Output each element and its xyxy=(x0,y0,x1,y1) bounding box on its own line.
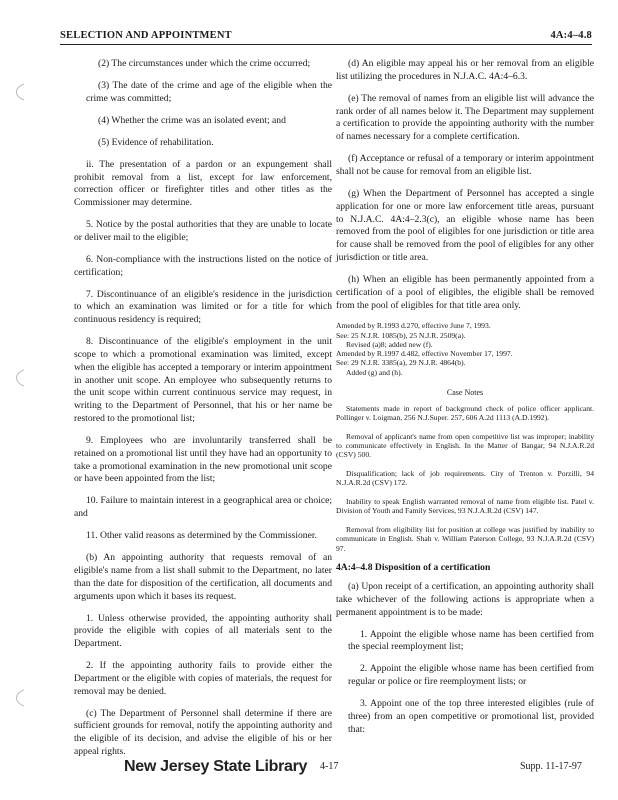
paragraph: (5) Evidence of rehabilitation. xyxy=(98,136,214,148)
paragraph: (4) Whether the crime was an isolated event; and xyxy=(98,114,286,126)
running-header xyxy=(60,30,592,45)
paragraph: (b) An appointing authority that requests removal of an eligible's name from a list shall submit to the Department, no later than the date for disposition of the certification, all documents and arguments upon which it bases its request. xyxy=(74,552,332,602)
paragraph: 1. Unless otherwise provided, the appointing authority shall provide the eligible with copies of all materials sent to the Department. xyxy=(74,612,332,650)
paragraph: (g) When the Department of Personnel has accepted a single application for one or more law enforcement title areas, pursuant to N.J.A.C. 4A:4–2.3(c), an eligible whose name has been removed from the pool of eligibles for one jurisdiction or title area for cause shall be removed from the pool of eligibles for any other jurisdiction or title area. xyxy=(336,187,594,263)
page-footer xyxy=(0,758,618,788)
history-line: Amended by R.1993 d.270, effective June 7, 1993. xyxy=(336,321,491,331)
history-line: Revised (a)8; added new (f). xyxy=(346,339,433,349)
paragraph: 9. Employees who are involuntarily transferred shall be retained on a promotional list until they have had an opportunity to take a promotional examination in the new promotional unit scope or have been appointed from the list; xyxy=(74,435,332,485)
library-stamp: New Jersey State Library xyxy=(124,758,308,775)
amendment-history xyxy=(336,321,594,376)
paragraph: 2. Appoint the eligible whose name has been certified from regular or police or fire reemployment lists; or xyxy=(348,663,594,688)
history-line: Added (g) and (h). xyxy=(346,367,403,377)
paragraph: (d) An eligible may appeal his or her removal from an eligible list utilizing the procedures in N.J.A.C. 4A:4–6.3. xyxy=(336,58,594,82)
paragraph: 5. Notice by the postal authorities that they are unable to locate or deliver mail to the eligible; xyxy=(74,219,332,243)
paragraph: ii. The presentation of a pardon or an expungement shall prohibit removal from a list, except for law enforcement, correction officer or firefighter titles and other titles as the Commissioner may determine. xyxy=(74,158,332,209)
hole-punch-mark-icon xyxy=(8,368,28,388)
header-title: SELECTION AND APPOINTMENT xyxy=(60,30,232,41)
paragraph: 3. Appoint one of the top three interested eligibles (rule of three) from an open competitive or promotional list, provided that: xyxy=(348,698,594,735)
paragraph: (a) Upon receipt of a certification, an appointing authority shall take whichever of the following actions is appropriate when a permanent appointment is to be made: xyxy=(336,581,594,618)
paragraph: (h) When an eligible has been permanently appointed from a certification of a pool of eligibles, the eligible shall be removed from the pool of eligibles for that title area only. xyxy=(336,273,594,311)
supplement-date: Supp. 11-17-97 xyxy=(520,761,582,772)
paragraph: 8. Discontinuance of the eligible's employment in the unit scope to which a promotional examination was limited, except when the eligible has accepted a temporary or interim appointment in another unit scope. An employee who subsequently returns to the unit scope within current continuous service may request, in writing to the Department of Personnel, that his or her name be restored to the promotional list; xyxy=(74,336,332,425)
paragraph: 11. Other valid reasons as determined by the Commissioner. xyxy=(86,530,317,542)
case-notes-heading: Case Notes xyxy=(446,387,484,397)
right-column xyxy=(336,58,594,746)
paragraph: 6. Non-compliance with the instructions listed on the notice of certification; xyxy=(74,253,332,278)
case-note: Statements made in report of background check of police officer applicant. Pollinger v. Loigman, 256 N.J.Super. 257, 606 A.2d 1113 (A.D.1992). xyxy=(336,403,594,422)
case-note: Inability to speak English warranted removal of name from eligible list. Patel v. Division of Youth and Family Services, 93 N.J.A.R.2d (CSV) 147. xyxy=(336,496,594,516)
paragraph: 2. If the appointing authority fails to provide either the Department or the eligible with copies of materials, the request for removal may be denied. xyxy=(74,660,332,697)
paragraph: 7. Discontinuance of an eligible's residence in the jurisdiction to which an examination was limited or for a title for which continuous residency is required; xyxy=(74,288,332,326)
paragraph: (e) The removal of names from an eligible list will advance the rank order of all names below it. The Department may supplement a certification to provide the appointing authority with the number of names necessary for a complete certification. xyxy=(336,92,594,143)
header-section: 4A:4–4.8 xyxy=(550,30,592,41)
paragraph: 1. Appoint the eligible whose name has been certified from the special reemployment list; xyxy=(348,628,594,653)
case-note: Removal of applicant's name from open competitive list was improper; inability to communicate effectively in English. In the Matter of Bangar, 94 N.J.A.R.2d (CSV) 500. xyxy=(336,431,594,460)
hole-punch-mark-icon xyxy=(8,82,28,102)
history-line: Amended by R.1997 d.482, effective November 17, 1997. xyxy=(336,349,513,359)
section-heading: 4A:4–4.8 Disposition of a certification xyxy=(336,562,491,574)
paragraph: 10. Failure to maintain interest in a geographical area or choice; and xyxy=(74,495,332,520)
history-line: See: 29 N.J.R. 3385(a), 29 N.J.R. 4864(b). xyxy=(336,358,466,368)
left-column xyxy=(74,58,332,768)
paragraph: (c) The Department of Personnel shall determine if there are sufficient grounds for removal, notify the appointing authority and the eligible of its decision, and advise the eligible of his or her appeal rights. xyxy=(74,707,332,758)
paragraph: (2) The circumstances under which the crime occurred; xyxy=(98,58,311,69)
case-note: Disqualification; lack of job requirements. City of Trenton v. Porzilli, 94 N.J.A.R.2d (CSV) 172. xyxy=(336,468,594,488)
hole-punch-mark-icon xyxy=(8,688,28,708)
case-note: Removal from eligibility list for position at college was justified by inability to communicate in English. Shah v. William Paterson College, 93 N.J.A.R.2d (CSV) 97. xyxy=(336,524,594,553)
page-number: 4-17 xyxy=(320,761,339,772)
history-line: See: 25 N.J.R. 1085(b), 25 N.J.R. 2509(a). xyxy=(336,330,466,340)
paragraph: (3) The date of the crime and age of the eligible when the crime was committed; xyxy=(86,79,332,104)
paragraph: (f) Acceptance or refusal of a temporary or interim appointment shall not be cause for removal from an eligible list. xyxy=(336,153,594,177)
